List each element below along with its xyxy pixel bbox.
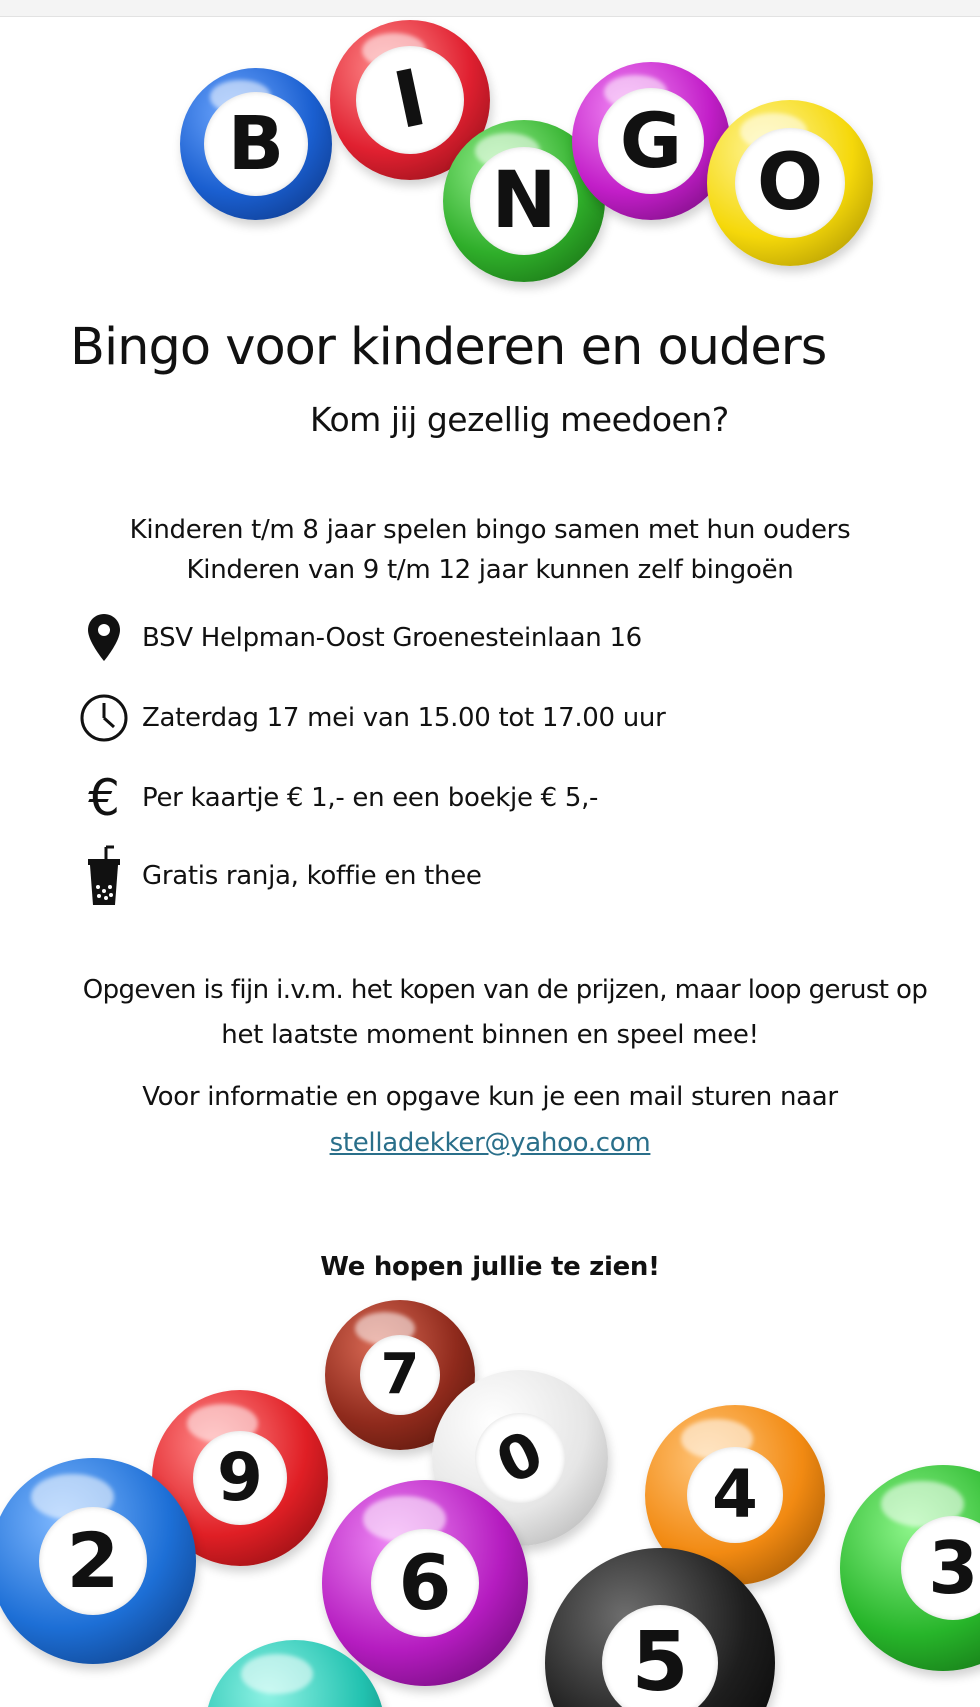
detail-location [74, 612, 642, 664]
logo-ball-g [572, 62, 730, 220]
clock-icon [74, 692, 134, 744]
bingo-logo [0, 0, 980, 300]
location-pin-icon [74, 612, 134, 664]
number-ball-3: 3 [840, 1465, 980, 1671]
detail-time-text: Zaterdag 17 mei van 15.00 tot 17.00 uur [142, 703, 666, 733]
number-ball-5: 5 [545, 1548, 775, 1707]
euro-icon: € [88, 769, 120, 827]
contact-line: Voor informatie en opgave kun je een mail sturen naar [142, 1082, 838, 1112]
detail-location-text: BSV Helpman-Oost Groenesteinlaan 16 [142, 623, 642, 653]
closing-message: We hopen jullie te zien! [320, 1252, 660, 1282]
detail-drinks-text: Gratis ranja, koffie en thee [142, 861, 482, 891]
page-subtitle: Kom jij gezellig meedoen? [310, 400, 729, 439]
number-balls-decoration [0, 1290, 980, 1707]
logo-ball-o [707, 100, 873, 266]
logo-letter-b: B [227, 101, 285, 187]
number-ball-2: 2 [0, 1458, 196, 1664]
number-ball-7: 7 [325, 1300, 475, 1450]
logo-letter-g: G [619, 96, 683, 185]
page-title: Bingo voor kinderen en ouders [70, 318, 827, 377]
drink-cup-icon [74, 850, 134, 902]
signup-line-2: het laatste moment binnen en speel mee! [221, 1020, 759, 1050]
detail-drinks [74, 850, 482, 902]
number-ball-4: 4 [645, 1405, 825, 1585]
number-ball-0: 0 [432, 1370, 608, 1546]
signup-line-1: Opgeven is fijn i.v.m. het kopen van de prijzen, maar loop gerust op [82, 975, 928, 1005]
logo-letter-o: O [756, 138, 824, 228]
logo-letter-i: I [386, 52, 434, 148]
intro-line-2: Kinderen van 9 t/m 12 jaar kunnen zelf bingoën [186, 555, 794, 585]
number-ball-9: 9 [152, 1390, 328, 1566]
detail-time [74, 692, 666, 744]
detail-price [74, 769, 599, 827]
intro-line-1: Kinderen t/m 8 jaar spelen bingo samen met hun ouders [129, 515, 851, 545]
detail-price-text: Per kaartje € 1,- en een boekje € 5,- [142, 783, 599, 813]
logo-letter-n: N [491, 156, 557, 246]
number-ball-6: 6 [322, 1480, 528, 1686]
email-link[interactable]: stelladekker@yahoo.com [329, 1128, 651, 1158]
logo-ball-b [180, 68, 332, 220]
